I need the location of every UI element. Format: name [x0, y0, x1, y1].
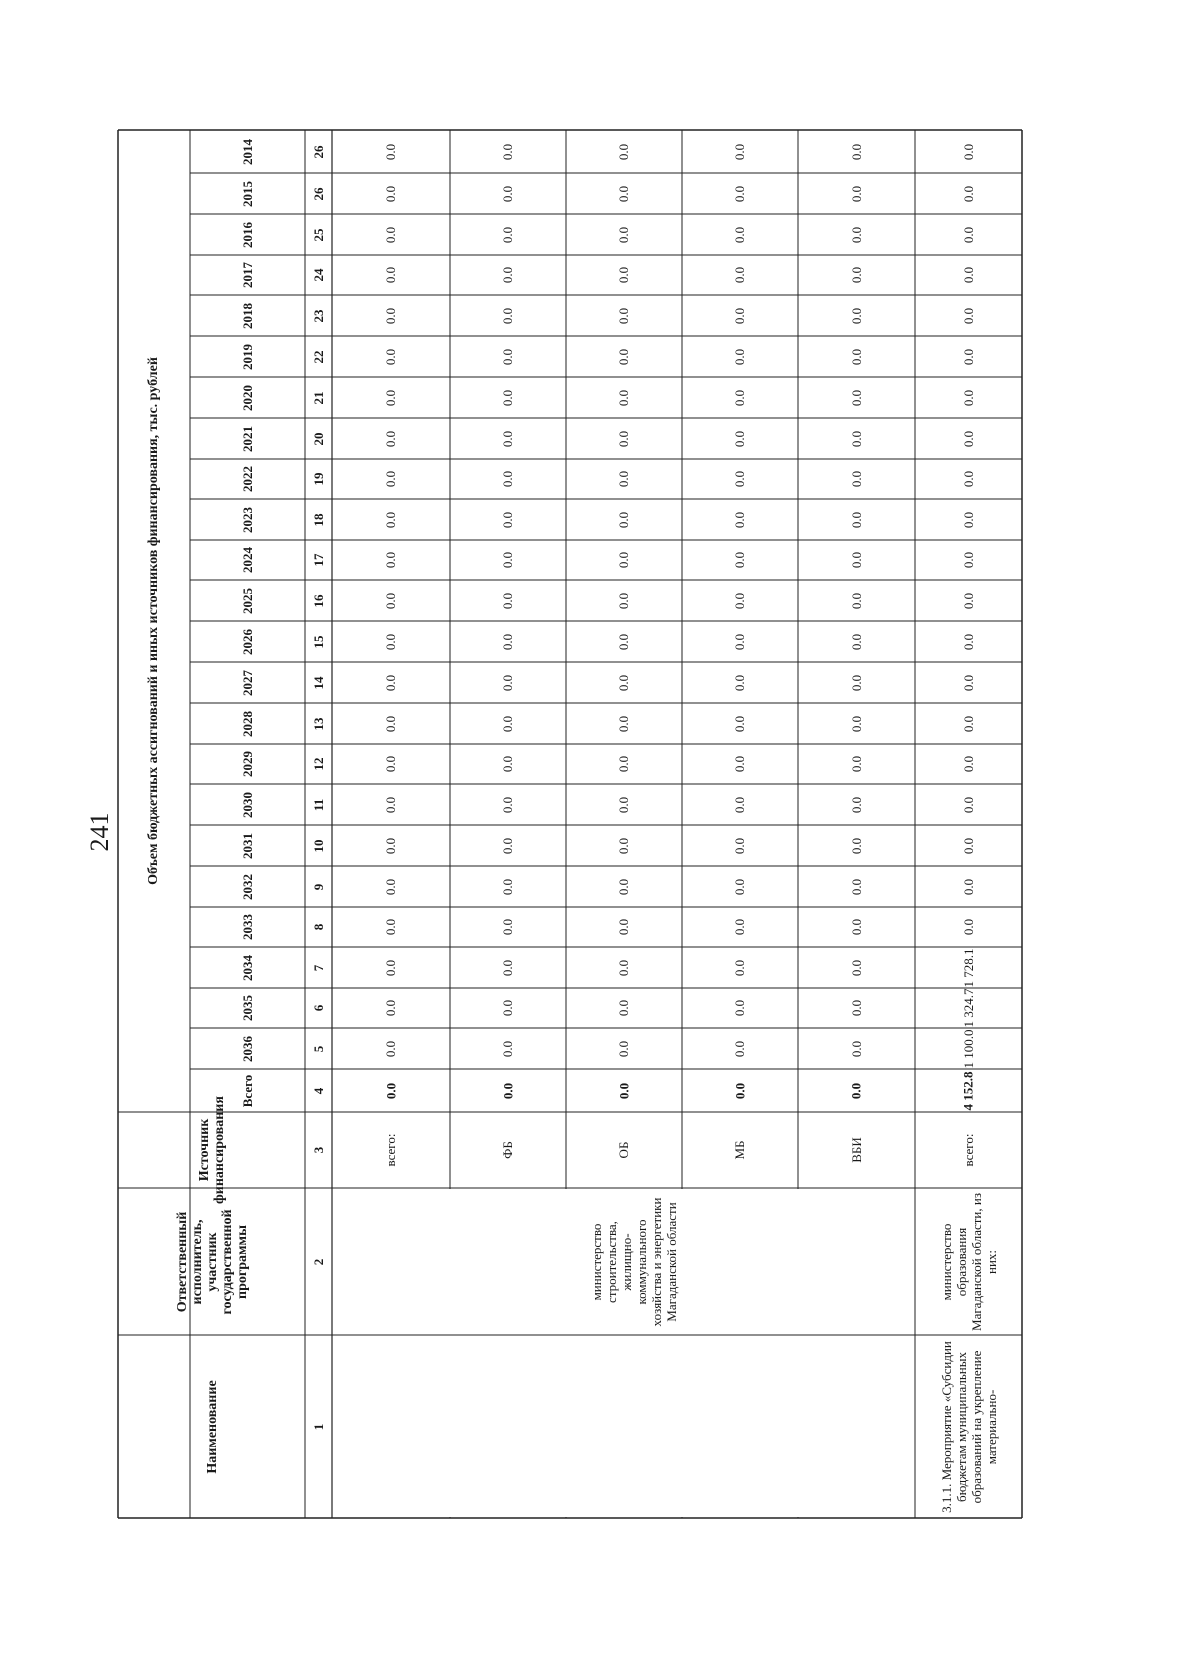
- value-cell: 0.0: [960, 185, 976, 202]
- value-cell: 0.0: [500, 389, 515, 406]
- value-cell: 0.0: [383, 143, 398, 160]
- value-cell: 0.0: [732, 999, 747, 1017]
- value-cell: 0.0: [500, 959, 515, 976]
- value-cell: 0.0: [960, 715, 976, 732]
- value-cell: 0.0: [848, 551, 864, 569]
- year-header: 2024: [239, 547, 255, 573]
- year-header: 2014: [239, 138, 255, 165]
- column-number: 22: [310, 350, 326, 363]
- column-number: 21: [310, 391, 326, 404]
- column-number: 7: [310, 964, 326, 971]
- column-number: 14: [310, 676, 326, 689]
- value-cell: 0.0: [383, 185, 398, 202]
- value-cell: 0.0: [500, 470, 515, 488]
- value-cell: 0.0: [732, 592, 747, 609]
- value-cell: 0.0: [500, 878, 515, 895]
- total-cell: 0.0: [383, 1082, 398, 1099]
- value-cell: 0.0: [732, 226, 747, 243]
- value-cell: 0.0: [848, 592, 864, 609]
- value-cell: 0.0: [848, 1040, 864, 1057]
- column-number: 19: [310, 472, 326, 486]
- year-header: 2017: [239, 262, 255, 288]
- value-cell: 0.0: [616, 959, 631, 976]
- value-cell: 0.0: [732, 470, 747, 488]
- value-cell: 0.0: [732, 348, 747, 365]
- value-cell: 0.0: [960, 348, 976, 365]
- value-cell: 0.0: [616, 999, 631, 1017]
- value-cell: 0.0: [848, 430, 864, 447]
- value-cell: 0.0: [848, 511, 864, 528]
- value-cell: 0.0: [500, 918, 515, 936]
- value-cell: 0.0: [732, 307, 747, 324]
- year-header: 2031: [239, 832, 255, 859]
- value-cell: 0.0: [732, 633, 747, 650]
- value-cell: 0.0: [848, 959, 864, 976]
- value-cell: 0.0: [616, 551, 631, 569]
- value-cell: 0.0: [616, 511, 631, 528]
- source-cell: МБ: [732, 1140, 747, 1160]
- column-number: 5: [310, 1045, 326, 1052]
- value-cell: 0.0: [500, 837, 515, 854]
- value-cell: 0.0: [616, 633, 631, 650]
- total-header: Всего: [239, 1074, 255, 1107]
- column-number: 26: [310, 187, 326, 200]
- value-cell: 0.0: [616, 307, 631, 324]
- value-cell: 0.0: [500, 633, 515, 650]
- value-cell: 0.0: [616, 592, 631, 609]
- value-cell: 0.0: [960, 633, 976, 650]
- value-cell: 0.0: [500, 226, 515, 243]
- value-cell: 0.0: [848, 918, 864, 936]
- column-number: 13: [310, 717, 326, 730]
- total-cell: 0.0: [616, 1082, 631, 1099]
- value-cell: 0.0: [960, 389, 976, 406]
- column-number: 1: [310, 1423, 326, 1430]
- year-header: 2032: [239, 873, 255, 900]
- value-cell: 0.0: [848, 143, 864, 160]
- year-header: 2028: [239, 710, 255, 737]
- year-header: 2026: [239, 628, 255, 655]
- value-cell: 0.0: [616, 755, 631, 773]
- value-cell: 0.0: [500, 715, 515, 732]
- value-cell: 1 728.1: [960, 948, 976, 987]
- value-cell: 0.0: [383, 918, 398, 936]
- value-cell: 0.0: [732, 430, 747, 447]
- value-cell: 0.0: [732, 511, 747, 528]
- value-cell: 0.0: [960, 551, 976, 569]
- column-number: 16: [310, 594, 326, 607]
- value-cell: 0.0: [383, 470, 398, 488]
- value-cell: 0.0: [732, 918, 747, 936]
- value-cell: 0.0: [848, 878, 864, 895]
- year-header: 2015: [239, 180, 255, 207]
- column-number: 4: [310, 1087, 326, 1094]
- source-cell: всего:: [383, 1133, 398, 1167]
- column-number: 25: [310, 228, 326, 241]
- value-cell: 0.0: [960, 430, 976, 447]
- value-cell: 0.0: [383, 430, 398, 447]
- value-cell: 0.0: [383, 266, 398, 284]
- value-cell: 0.0: [500, 1040, 515, 1057]
- value-cell: 0.0: [848, 185, 864, 202]
- value-cell: 0.0: [732, 551, 747, 569]
- value-cell: 0.0: [960, 755, 976, 773]
- column-number: 3: [310, 1146, 326, 1154]
- value-cell: 1 100.0: [960, 1029, 976, 1068]
- source-cell: ОБ: [616, 1141, 631, 1159]
- value-cell: 0.0: [960, 470, 976, 488]
- executor-column-header: Ответственный исполнитель, участник государственной программы: [174, 1208, 249, 1315]
- column-number: 10: [310, 839, 326, 852]
- column-number: 2: [310, 1258, 326, 1265]
- value-cell: 0.0: [732, 715, 747, 732]
- value-cell: 0.0: [960, 837, 976, 854]
- year-header: 2016: [239, 221, 255, 248]
- value-cell: 0.0: [500, 185, 515, 202]
- source-cell: всего:: [960, 1133, 976, 1167]
- column-number: 12: [310, 757, 326, 771]
- volume-header-title: Объем бюджетных ассигнований и иных источников финансирования, тыс. рублей: [146, 357, 161, 885]
- value-cell: 0.0: [732, 266, 747, 284]
- value-cell: 0.0: [848, 633, 864, 650]
- value-cell: 0.0: [383, 633, 398, 650]
- year-header: 2030: [239, 791, 255, 818]
- year-header: 2022: [239, 466, 255, 492]
- value-cell: 0.0: [960, 307, 976, 324]
- value-cell: 0.0: [500, 307, 515, 324]
- value-cell: 0.0: [616, 715, 631, 732]
- value-cell: 0.0: [848, 348, 864, 365]
- value-cell: 0.0: [848, 796, 864, 813]
- value-cell: 0.0: [848, 837, 864, 854]
- value-cell: 0.0: [616, 226, 631, 243]
- value-cell: 0.0: [732, 878, 747, 895]
- value-cell: 0.0: [960, 266, 976, 284]
- value-cell: 0.0: [616, 389, 631, 406]
- value-cell: 0.0: [616, 266, 631, 284]
- total-cell: 0.0: [732, 1082, 747, 1099]
- value-cell: 0.0: [500, 266, 515, 284]
- value-cell: 0.0: [732, 755, 747, 773]
- value-cell: 0.0: [848, 389, 864, 406]
- value-cell: 0.0: [383, 226, 398, 243]
- value-cell: 0.0: [383, 348, 398, 365]
- column-number: 11: [310, 798, 326, 811]
- value-cell: 0.0: [616, 674, 631, 691]
- value-cell: 0.0: [383, 511, 398, 528]
- value-cell: 0.0: [732, 143, 747, 160]
- column-number: 18: [310, 513, 326, 526]
- year-header: 2027: [239, 669, 255, 696]
- value-cell: 0.0: [616, 918, 631, 936]
- value-cell: 0.0: [383, 389, 398, 406]
- year-header: 2018: [239, 302, 255, 329]
- value-cell: 0.0: [616, 878, 631, 895]
- value-cell: 0.0: [383, 878, 398, 895]
- year-header: 2021: [239, 425, 255, 452]
- value-cell: 0.0: [383, 796, 398, 813]
- value-cell: 0.0: [616, 796, 631, 813]
- value-cell: 0.0: [500, 999, 515, 1017]
- value-cell: 0.0: [500, 551, 515, 569]
- value-cell: 0.0: [383, 592, 398, 609]
- value-cell: 0.0: [848, 674, 864, 691]
- value-cell: 0.0: [960, 511, 976, 528]
- value-cell: 0.0: [848, 307, 864, 324]
- value-cell: 0.0: [500, 674, 515, 691]
- executor-cell: министерство образования Магаданской области, из них:: [938, 1192, 999, 1331]
- year-header: 2023: [239, 506, 255, 533]
- value-cell: 0.0: [383, 307, 398, 324]
- value-cell: 0.0: [500, 796, 515, 813]
- value-cell: 0.0: [848, 755, 864, 773]
- column-number: 6: [310, 1004, 326, 1012]
- year-header: 2033: [239, 914, 255, 940]
- column-number: 8: [310, 923, 326, 931]
- column-number: 24: [310, 268, 326, 282]
- value-cell: 0.0: [616, 470, 631, 488]
- source-column-header: Источник финансирования: [196, 1096, 227, 1204]
- value-cell: 0.0: [732, 837, 747, 854]
- value-cell: 0.0: [848, 266, 864, 284]
- value-cell: 0.0: [383, 674, 398, 691]
- value-cell: 0.0: [960, 918, 976, 936]
- total-cell: 4 152.8: [960, 1071, 976, 1110]
- value-cell: 0.0: [960, 878, 976, 895]
- value-cell: 0.0: [960, 226, 976, 243]
- value-cell: 0.0: [848, 470, 864, 488]
- value-cell: 0.0: [960, 796, 976, 813]
- value-cell: 0.0: [616, 837, 631, 854]
- year-header: 2025: [239, 587, 255, 614]
- value-cell: 0.0: [500, 143, 515, 160]
- column-number: 17: [310, 553, 326, 567]
- value-cell: 0.0: [732, 674, 747, 691]
- value-cell: 0.0: [848, 715, 864, 732]
- value-cell: 0.0: [848, 226, 864, 243]
- column-number: 26: [310, 145, 326, 158]
- value-cell: 0.0: [960, 592, 976, 609]
- value-cell: 0.0: [383, 959, 398, 976]
- value-cell: 0.0: [383, 715, 398, 732]
- value-cell: 0.0: [500, 511, 515, 528]
- name-column-header: Наименование: [204, 1379, 219, 1474]
- total-cell: 0.0: [848, 1082, 864, 1099]
- year-header: 2029: [239, 751, 255, 777]
- value-cell: 0.0: [616, 185, 631, 202]
- value-cell: 0.0: [848, 999, 864, 1017]
- column-number: 23: [310, 309, 326, 322]
- source-cell: ФБ: [500, 1141, 515, 1159]
- value-cell: 0.0: [732, 185, 747, 202]
- page-number: 241: [85, 812, 114, 852]
- value-cell: 0.0: [383, 755, 398, 773]
- value-cell: 0.0: [616, 348, 631, 365]
- year-header: 2020: [239, 384, 255, 411]
- value-cell: 0.0: [616, 430, 631, 447]
- value-cell: 0.0: [960, 674, 976, 691]
- year-header: 2035: [239, 995, 255, 1021]
- value-cell: 0.0: [732, 389, 747, 406]
- value-cell: 0.0: [732, 796, 747, 813]
- value-cell: 0.0: [383, 551, 398, 569]
- value-cell: 0.0: [383, 1040, 398, 1057]
- year-header: 2036: [239, 1035, 255, 1062]
- value-cell: 0.0: [616, 143, 631, 160]
- value-cell: 1 324.7: [960, 988, 976, 1028]
- column-number: 20: [310, 432, 326, 445]
- name-cell: 3.1.1. Мероприятие «Субсидии бюджетам муниципальных образований на укрепление материально-: [938, 1340, 999, 1513]
- year-header: 2034: [239, 954, 255, 981]
- value-cell: 0.0: [732, 1040, 747, 1057]
- value-cell: 0.0: [732, 959, 747, 976]
- value-cell: 0.0: [500, 592, 515, 609]
- value-cell: 0.0: [616, 1040, 631, 1057]
- value-cell: 0.0: [500, 348, 515, 365]
- column-number: 15: [310, 635, 326, 648]
- total-cell: 0.0: [500, 1082, 515, 1099]
- value-cell: 0.0: [960, 143, 976, 160]
- executor-cell: министерство строительства, жилищно-коммунального хозяйства и энергетики Магаданской области: [588, 1197, 679, 1326]
- year-header: 2019: [239, 343, 255, 370]
- value-cell: 0.0: [383, 999, 398, 1017]
- source-cell: ВБИ: [848, 1137, 864, 1163]
- column-number: 9: [310, 883, 326, 890]
- value-cell: 0.0: [500, 755, 515, 773]
- value-cell: 0.0: [383, 837, 398, 854]
- value-cell: 0.0: [500, 430, 515, 447]
